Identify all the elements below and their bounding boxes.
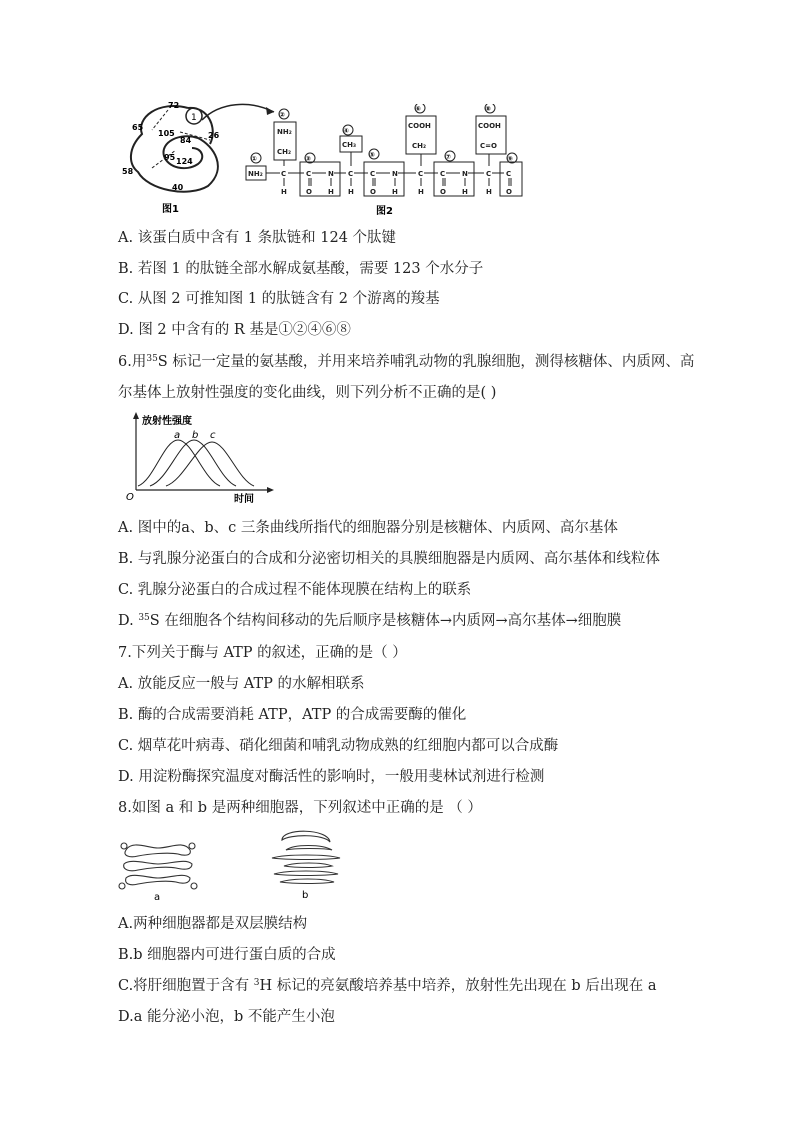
fig2-n3: N [462,170,468,178]
graph-label-c: c [210,430,216,441]
fig2-o1: O [306,188,312,196]
q6-option-b: B. 与乳腺分泌蛋白的合成和分泌密切相关的具膜细胞器是内质网、高尔基体和线粒体 [118,551,660,567]
fig2-h3: H [348,188,354,196]
q7-option-b: B. 酶的合成需要消耗 ATP，ATP 的合成需要酶的催化 [118,707,467,723]
fig2-h5: H [418,188,424,196]
fig2-cooh: COOH [408,122,431,130]
circle-label: 1 [191,113,197,123]
figure-2-peptide-structure [244,104,524,216]
fig2-ch3: CH₃ [342,141,357,149]
organelle-a-golgi [118,836,198,906]
graph-ylabel: 放射性强度 [142,416,192,427]
fig2-o4: O [506,188,512,196]
q6-stem-pre: 6.用 [118,354,147,370]
curve-b [150,440,236,486]
fig1-label-65: 65 [132,123,144,132]
fig2-c3: C [348,170,354,178]
q6-option-d [118,611,621,631]
q8-stem: 8.如图 a 和 b 是两种细胞器，下列叙述中正确的是 （ ） [118,800,482,816]
q5-option-c: C. 从图 2 可推知图 1 的肽链含有 2 个游离的羧基 [118,291,440,307]
fig2-c7: C [486,170,492,178]
q5-option-d: D. 图 2 中含有的 R 基是①②④⑥⑧ [118,322,351,338]
fig1-label-124: 124 [176,157,193,166]
figure-1-caption: 图1 [162,204,179,215]
fig2-num-2: ② [279,111,285,119]
fig2-h6: H [462,188,468,196]
q6-option-c: C. 乳腺分泌蛋白的合成过程不能体现膜在结构上的联系 [118,582,472,598]
fig2-c6: C [440,170,446,178]
q7-option-a: A. 放能反应一般与 ATP 的水解相联系 [118,676,365,692]
graph-label-a: a [174,430,181,441]
q8-c-pre: C.将肝细胞置于含有 [118,978,254,994]
q8-option-b: B.b 细胞器内可进行蛋白质的合成 [118,947,336,963]
q5-option-b: B. 若图 1 的肽链全部水解成氨基酸，需要 123 个水分子 [118,261,484,277]
q7-stem: 7.下列关于酶与 ATP 的叙述，正确的是（ ） [118,645,407,661]
fig2-num-9: ⑨ [507,155,513,163]
q5-option-a: A. 该蛋白质中含有 1 条肽链和 124 个肽键 [118,230,397,246]
graph-label-b: b [192,430,199,441]
fig1-label-72: 72 [168,101,180,110]
q6-d-pre: D. [118,613,139,629]
fig1-label-105: 105 [158,129,175,138]
fig2-nh2-side: NH₂ [277,128,292,136]
q6-stem-line-2: 尔基体上放射性强度的变化曲线，则下列分析不正确的是( ) [118,385,497,401]
fig2-n2: N [392,170,398,178]
fig2-h4: H [392,188,398,196]
fig2-h7: H [486,188,492,196]
q8-option-c [118,976,657,996]
fig2-h2: H [328,188,334,196]
q7-option-c: C. 烟草花叶病毒、硝化细菌和哺乳动物成熟的红细胞内都可以合成酶 [118,738,559,754]
q6-d-sup: 35 [138,613,150,623]
organelle-b-label: b [302,890,309,901]
fig2-n1: N [328,170,334,178]
fig2-c5: C [418,170,424,178]
fig2-num-3: ③ [305,155,311,163]
q7-option-d: D. 用淀粉酶探究温度对酶活性的影响时，一般用斐林试剂进行检测 [118,769,545,785]
q8-c-sup: 3 [253,978,260,988]
fig2-o2: O [370,188,376,196]
curve-a [138,440,220,486]
fig1-label-40: 40 [172,183,184,192]
graph-xlabel: 时间 [234,494,254,505]
fig2-num-4: ④ [343,127,349,135]
fig2-c1: C [281,170,287,178]
q6-stem-post: S 标记一定量的氨基酸，并用来培养哺乳动物的乳腺细胞，测得核糖体、内质网、高 [157,354,695,370]
q8-c-post: H 标记的亮氨酸培养基中培养，放射性先出现在 b 后出现在 a [259,978,657,994]
q8-option-d: D.a 能分泌小泡，b 不能产生小泡 [118,1009,335,1025]
fig1-label-95: 95 [164,153,176,162]
organelle-b-er [266,826,346,902]
graph-origin: O [126,492,134,503]
fig2-num-7: ⑦ [445,153,451,161]
fig2-nh2-terminal: NH₂ [248,170,263,178]
fig2-ceqo: C=O [480,142,497,150]
fig1-label-26: 26 [208,131,220,140]
q6-stem-sup: 35 [146,354,158,364]
fig2-h1: H [281,188,287,196]
fig2-c2: C [306,170,312,178]
fig1-label-84: 84 [180,136,192,145]
fig2-ch2b: CH₂ [412,142,427,150]
figure-2-caption: 图2 [376,206,393,216]
fig2-num-1: ① [251,155,257,163]
curve-c [166,442,254,486]
q6-stem-line-1 [118,352,694,372]
fig2-num-8: ⑧ [485,105,491,113]
fig2-ch2-side: CH₂ [277,148,292,156]
radioactivity-graph [124,410,274,506]
q6-option-a: A. 图中的a、b、c 三条曲线所指代的细胞器分别是核糖体、内质网、高尔基体 [118,520,618,536]
fig2-num-6: ⑥ [415,105,421,113]
q8-option-a: A.两种细胞器都是双层膜结构 [118,916,308,932]
fig2-num-5: ⑤ [369,151,375,159]
q6-d-post: S 在细胞各个结构间移动的先后顺序是核糖体→内质网→高尔基体→细胞膜 [149,613,622,629]
organelle-a-label: a [154,892,161,903]
fig2-o3: O [440,188,446,196]
fig2-c8: C [506,170,512,178]
fig1-label-58: 58 [122,167,134,176]
fig2-cooh-2: COOH [478,122,501,130]
fig2-c4: C [370,170,376,178]
